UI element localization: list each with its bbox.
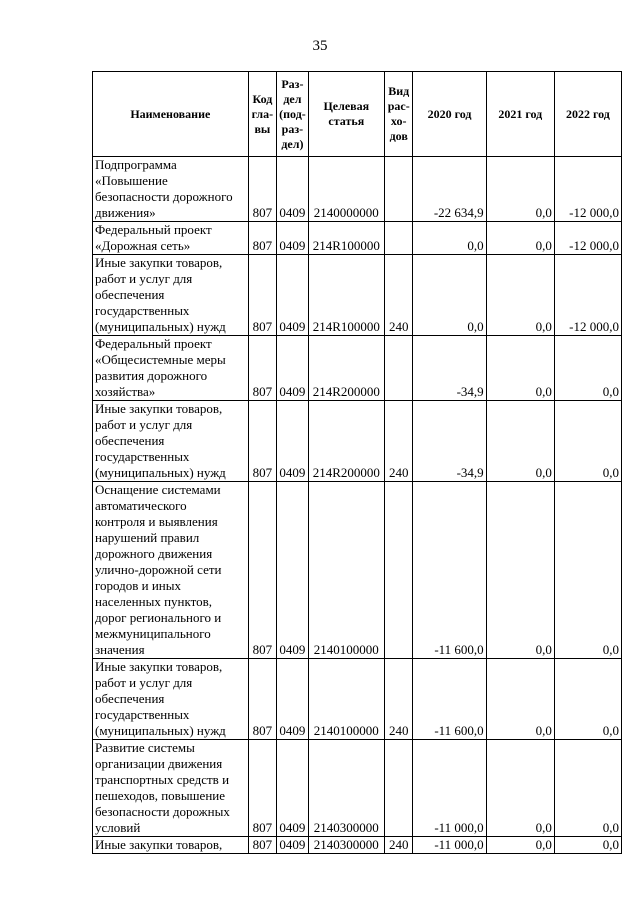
cell-year-2020: -34,9 [413, 336, 486, 401]
cell-year-2021: 0,0 [486, 837, 554, 854]
cell-target-article: 214R100000 [308, 255, 384, 336]
cell-year-2020: -11 600,0 [413, 659, 486, 740]
cell-year-2020: 0,0 [413, 255, 486, 336]
cell-year-2022: 0,0 [554, 740, 621, 837]
cell-year-2022: 0,0 [554, 336, 621, 401]
table-row [93, 336, 622, 401]
header-section: Раз- дел (под- раз- дел) [277, 72, 309, 157]
cell-target-article: 2140300000 [308, 837, 384, 854]
cell-target-article: 214R200000 [308, 336, 384, 401]
cell-section: 0409 [277, 336, 309, 401]
table-row [93, 482, 622, 659]
cell-target-article: 2140000000 [308, 157, 384, 222]
cell-expense-type: 240 [384, 837, 412, 854]
header-year-2020: 2020 год [413, 72, 486, 157]
header-expense-type: Вид рас- хо- дов [384, 72, 412, 157]
cell-section: 0409 [277, 837, 309, 854]
table-row [93, 837, 622, 854]
cell-year-2022: 0,0 [554, 837, 621, 854]
cell-name: Оснащение системами автоматического контроля и выявления нарушений правил дорожного движения улично-дорожной сети городов и иных населенных пунктов, дорог регионального и межмуниципального значения [93, 482, 249, 659]
header-chapter-code: Код гла- вы [248, 72, 276, 157]
table-body [93, 157, 622, 854]
cell-name: Иные закупки товаров, работ и услуг для обеспечения государственных (муниципальных) нужд [93, 255, 249, 336]
cell-chapter-code: 807 [248, 336, 276, 401]
cell-year-2021: 0,0 [486, 255, 554, 336]
cell-year-2022: -12 000,0 [554, 222, 621, 255]
cell-section: 0409 [277, 740, 309, 837]
cell-year-2022: 0,0 [554, 401, 621, 482]
cell-expense-type [384, 157, 412, 222]
table-row [93, 255, 622, 336]
cell-year-2020: -11 000,0 [413, 837, 486, 854]
header-name: Наименование [93, 72, 249, 157]
cell-chapter-code: 807 [248, 157, 276, 222]
cell-year-2020: -11 600,0 [413, 482, 486, 659]
cell-year-2020: -11 000,0 [413, 740, 486, 837]
cell-section: 0409 [277, 255, 309, 336]
page-number: 35 [312, 38, 328, 54]
cell-year-2020: 0,0 [413, 222, 486, 255]
cell-year-2021: 0,0 [486, 659, 554, 740]
cell-year-2022: -12 000,0 [554, 157, 621, 222]
table-row [93, 222, 622, 255]
cell-year-2021: 0,0 [486, 740, 554, 837]
cell-year-2021: 0,0 [486, 401, 554, 482]
table-row [93, 157, 622, 222]
cell-year-2021: 0,0 [486, 482, 554, 659]
header-target-article: Целевая статья [308, 72, 384, 157]
cell-expense-type [384, 482, 412, 659]
cell-expense-type: 240 [384, 659, 412, 740]
cell-expense-type [384, 740, 412, 837]
cell-target-article: 2140100000 [308, 482, 384, 659]
cell-expense-type [384, 222, 412, 255]
cell-year-2021: 0,0 [486, 222, 554, 255]
cell-name: Иные закупки товаров, [93, 837, 249, 854]
cell-section: 0409 [277, 157, 309, 222]
cell-name: Федеральный проект «Общесистемные меры развития дорожного хозяйства» [93, 336, 249, 401]
cell-year-2020: -34,9 [413, 401, 486, 482]
cell-target-article: 2140100000 [308, 659, 384, 740]
cell-expense-type: 240 [384, 401, 412, 482]
cell-name: Подпрограмма «Повышение безопасности дорожного движения» [93, 157, 249, 222]
table-row [93, 740, 622, 837]
table-row [93, 659, 622, 740]
cell-year-2021: 0,0 [486, 157, 554, 222]
cell-chapter-code: 807 [248, 482, 276, 659]
cell-name: Развитие системы организации движения транспортных средств и пешеходов, повышение безопасности дорожных условий [93, 740, 249, 837]
cell-name: Федеральный проект «Дорожная сеть» [93, 222, 249, 255]
cell-expense-type [384, 336, 412, 401]
cell-section: 0409 [277, 222, 309, 255]
cell-expense-type: 240 [384, 255, 412, 336]
cell-chapter-code: 807 [248, 740, 276, 837]
header-year-2022: 2022 год [554, 72, 621, 157]
cell-chapter-code: 807 [248, 255, 276, 336]
cell-year-2022: 0,0 [554, 482, 621, 659]
budget-table [92, 71, 622, 854]
cell-year-2022: -12 000,0 [554, 255, 621, 336]
cell-chapter-code: 807 [248, 659, 276, 740]
cell-section: 0409 [277, 482, 309, 659]
cell-target-article: 2140300000 [308, 740, 384, 837]
header-year-2021: 2021 год [486, 72, 554, 157]
cell-name: Иные закупки товаров, работ и услуг для обеспечения государственных (муниципальных) нужд [93, 401, 249, 482]
cell-year-2021: 0,0 [486, 336, 554, 401]
cell-target-article: 214R200000 [308, 401, 384, 482]
cell-target-article: 214R100000 [308, 222, 384, 255]
cell-year-2022: 0,0 [554, 659, 621, 740]
cell-chapter-code: 807 [248, 222, 276, 255]
table-row [93, 401, 622, 482]
cell-section: 0409 [277, 659, 309, 740]
cell-section: 0409 [277, 401, 309, 482]
cell-year-2020: -22 634,9 [413, 157, 486, 222]
cell-name: Иные закупки товаров, работ и услуг для обеспечения государственных (муниципальных) нужд [93, 659, 249, 740]
cell-chapter-code: 807 [248, 401, 276, 482]
table-header-row [93, 72, 622, 157]
cell-chapter-code: 807 [248, 837, 276, 854]
